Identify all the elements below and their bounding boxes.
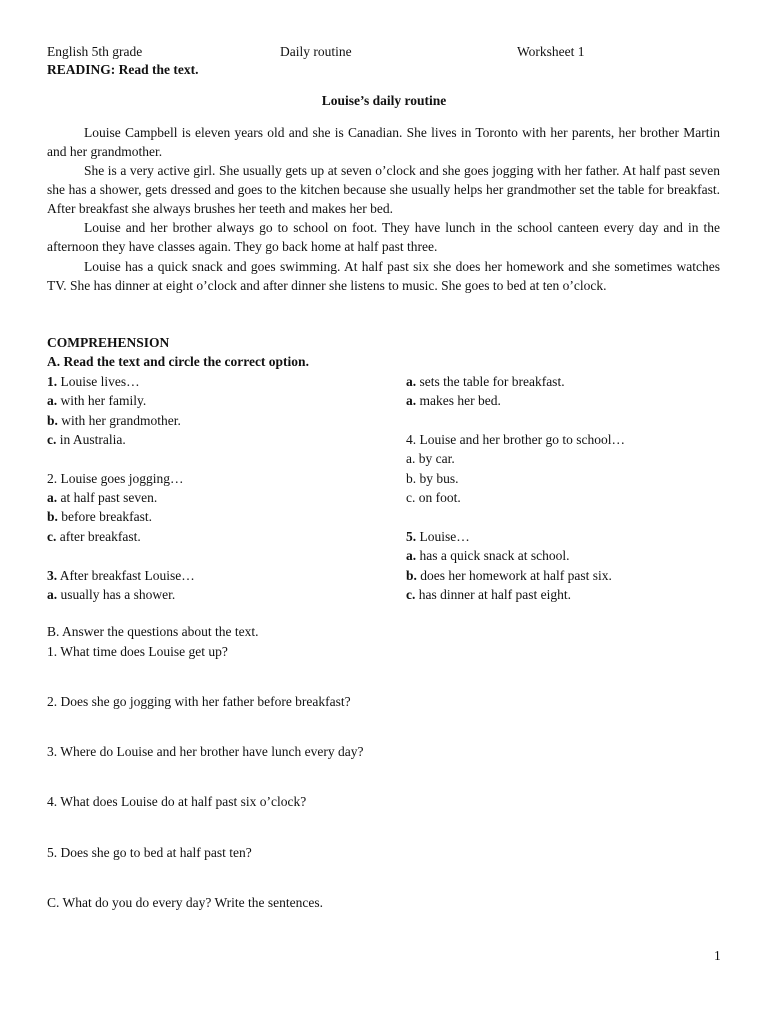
paragraph-3: Louise and her brother always go to school on foot. They have lunch in the school canteen every day and in the afternoon they have classes again. They go back home at half past three. [47, 220, 720, 255]
option-text: 2. Louise goes jogging… [47, 470, 184, 486]
question-1: 1. What time does Louise get up? [47, 644, 228, 659]
option-line [406, 530, 470, 544]
option-text: Louise… [416, 528, 470, 544]
header-worksheet: Worksheet 1 [517, 44, 585, 59]
header-subject: English 5th grade [47, 44, 143, 59]
question-5: 5. Does she go to bed at half past ten? [47, 845, 252, 860]
question-2: 2. Does she go jogging with her father before breakfast? [47, 694, 351, 709]
option-marker: 3. [47, 567, 58, 583]
option-line [47, 472, 184, 486]
paragraph-4: Louise has a quick snack and goes swimming. At half past six she does her homework and she sometimes watches TV. She has dinner at eight o’clock and after dinner she listens to music. She goes to bed at ten o’clock. [47, 259, 720, 294]
paragraph-2: She is a very active girl. She usually gets up at seven o’clock and she goes jogging with her father. At half past seven she has a shower, gets dressed and goes to the kitchen because she usually helps her grandmother set the table for breakfast. After breakfast she always brushes her teeth and makes her bed. [47, 163, 720, 217]
option-line [47, 588, 175, 602]
question-4: 4. What does Louise do at half past six o’clock? [47, 794, 307, 809]
option-text: with her grandmother. [57, 412, 181, 428]
option-line [47, 375, 140, 389]
option-text: has a quick snack at school. [416, 548, 570, 564]
option-line [47, 510, 152, 524]
option-line [406, 472, 459, 486]
option-text: at half past seven. [57, 490, 158, 506]
option-text: with her family. [57, 393, 147, 409]
page-number: 1 [714, 948, 721, 963]
option-text: has dinner at half past eight. [415, 586, 571, 602]
option-marker: b. [47, 412, 58, 428]
option-line [406, 491, 461, 505]
option-line [47, 394, 146, 408]
section-a-instruction: A. Read the text and circle the correct option. [47, 354, 309, 369]
option-marker: c. [406, 586, 416, 602]
option-marker: a. [406, 374, 417, 389]
option-line [406, 549, 569, 563]
page-title: Louise’s daily routine [321, 93, 447, 108]
section-c-instruction: C. What do you do every day? Write the sentences. [47, 895, 323, 910]
option-marker: c. [47, 528, 57, 544]
option-line [406, 375, 565, 389]
paragraph-1: Louise Campbell is eleven years old and she is Canadian. She lives in Toronto with her parents, her brother Martin and her grandmother. [47, 125, 720, 160]
option-text: After breakfast Louise… [57, 567, 195, 583]
comprehension-heading: COMPREHENSION [47, 335, 170, 350]
reading-instruction: READING: Read the text. [47, 62, 199, 77]
option-text: does her homework at half past six. [416, 567, 612, 583]
option-text: a. by car. [406, 451, 455, 467]
option-line [406, 433, 625, 447]
option-marker: 1. [47, 374, 58, 389]
header-topic: Daily routine [280, 44, 352, 59]
option-marker: b. [47, 509, 58, 525]
option-text: before breakfast. [57, 509, 152, 525]
option-text: b. by bus. [406, 470, 459, 486]
option-line [47, 433, 126, 447]
option-text: in Australia. [56, 432, 126, 448]
option-line [406, 569, 612, 583]
option-line [406, 394, 501, 408]
option-marker: b. [406, 567, 417, 583]
option-marker: a. [406, 393, 417, 409]
option-line [406, 452, 455, 466]
option-text: makes her bed. [416, 393, 501, 409]
option-marker: c. [47, 432, 57, 448]
option-line [47, 491, 157, 505]
option-line [47, 530, 141, 544]
option-marker: a. [406, 548, 417, 564]
option-text: c. on foot. [406, 490, 461, 506]
option-line [47, 414, 181, 428]
option-line [47, 569, 195, 583]
option-marker: a. [47, 586, 58, 602]
option-text: sets the table for breakfast. [416, 374, 565, 389]
option-text: Louise lives… [57, 374, 140, 389]
option-line [406, 588, 571, 602]
option-text: usually has a shower. [57, 586, 176, 602]
option-marker: a. [47, 490, 58, 506]
section-b-instruction: B. Answer the questions about the text. [47, 624, 259, 639]
option-text: after breakfast. [56, 528, 141, 544]
option-text: 4. Louise and her brother go to school… [406, 432, 625, 448]
question-3: 3. Where do Louise and her brother have lunch every day? [47, 744, 364, 759]
option-marker: 5. [406, 528, 417, 544]
option-marker: a. [47, 393, 58, 409]
